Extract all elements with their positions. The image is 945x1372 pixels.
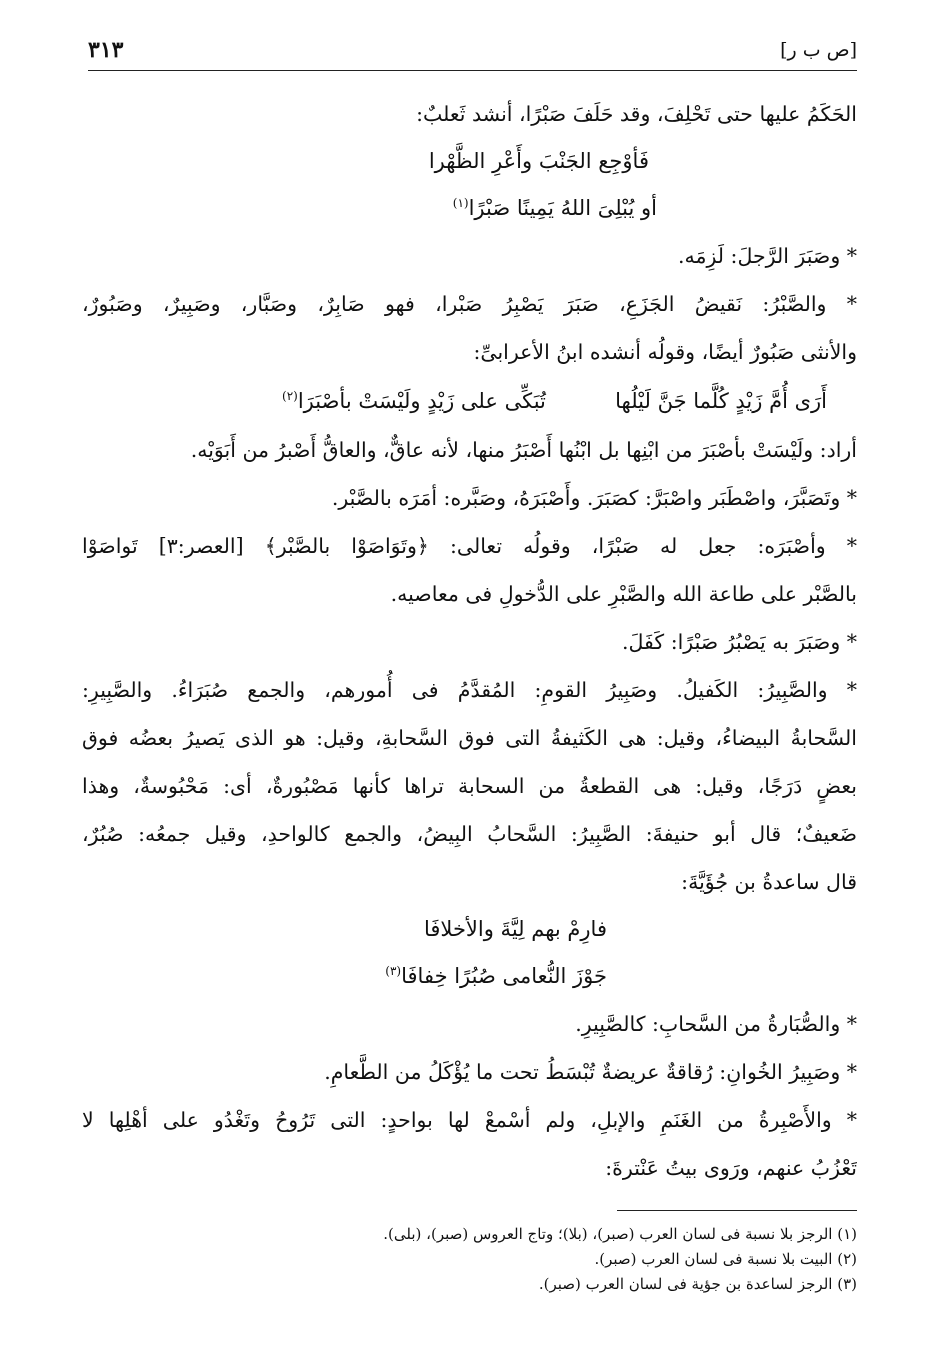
text-line: * والصَّبْرُ: نَقيضُ الجَزَعِ، صَبَرَ يَصْبِرُ صَبْرا، فهو صَابِرٌ، وصَبَّار، وصَبِيرٌ، وصَبُورٌ، (82, 292, 857, 316)
verse-line (82, 185, 857, 232)
footnote: (٣) الرجز لساعدة بن جؤية فى لسان العرب (صبر). (538, 1275, 857, 1293)
verse-line: فَأوْجِع الجَنْبَ وأَعْرِ الظَّهْرا (428, 149, 649, 173)
text-line: ضَعيفٌ؛ قال أبو حنيفةَ: الصَّبِيرُ: السَّحابُ البِيضُ، والجمع كالواحدِ، وقيل جمعُه: صُبُرٌ، (82, 822, 857, 846)
text-line: الحَكَمُ عليها حتى تَحْلِفَ، وقد حَلَفَ صَبْرًا، أنشد ثَعلبٌ: (416, 102, 857, 126)
verse-line: فارِمْ بهم لِيَّةَ والأخلافَا (423, 917, 607, 941)
text-line: * وصَبَرَ الرَّجلَ: لَزِمَه. (677, 244, 857, 268)
footnote: (٢) البيت بلا نسبة فى لسان العرب (صبر). (594, 1250, 857, 1268)
text-line: والأنثى صَبُورٌ أيضًا، وقولُه أنشده ابنُ الأعرابىِّ: (473, 340, 857, 364)
text-line: * وتَصَبَّرَ، واصْطَبَر واصْبَرَّ: كصَبَرَ. وأَصْبَرَهُ، وصَبَّره: أمَرَه بالصَّبْر. (331, 486, 857, 510)
main-text (82, 90, 857, 1192)
verse-text: جَوْزَ النُّعامى صُبُرًا خِفافَا (401, 964, 607, 988)
text-line: * وأصْبَرَه: جعل له صَبْرًا، وقولُه تعالى: ﴿وتَوَاصَوْا بالصَّبْر﴾ [العصر:٣] تَواصَوْا (82, 534, 857, 558)
text-line: * والأَصْبِرةُ من الغَنَمِ والإبلِ، ولم أسْمعْ لها بواحدٍ: التى تَرُوحُ وتَغْدُو على أهْلِها لا (82, 1108, 857, 1132)
verse-hemistich-right: أَرَى أُمَّ زَيْدٍ كُلَّما جَنَّ لَيْلُها (615, 389, 827, 413)
page-number: ٣١٣ (88, 37, 124, 63)
text-line: * وصَبَرَ به يَصْبُرُ صَبْرًا: كَفَلَ. (622, 630, 857, 654)
footnote: (١) الرجز بلا نسبة فى لسان العرب (صبر)، (بلا)؛ وتاج العروس (صبر)، (بلى). (383, 1225, 857, 1243)
text-line: * وصَبِيرُ الخُوانِ: رُقاقةٌ عريضةٌ تُبْسَطُ تحت ما يُؤْكَلُ من الطَّعامِ. (324, 1060, 857, 1084)
text-line: قال ساعدةُ بن جُؤَيَّةَ: (681, 870, 857, 894)
verse-hemistich-left (282, 376, 546, 426)
verse-text: تُبَكِّى على زَيْدٍ ولَيْسَتْ بأصْبَرَا (297, 389, 546, 413)
text-line: بالصَّبْر على طاعة الله والصَّبْرِ على الدُّخولِ فى معاصيه. (390, 582, 857, 606)
footnote-ref: (٣) (385, 964, 402, 978)
page-header (88, 30, 857, 71)
footnote-divider (617, 1210, 857, 1211)
verse-line (82, 953, 857, 1000)
text-line: السَّحابةُ البيضاءُ، وقيل: هى الكَثيفةُ التى فوق السَّحابةِ، وقيل: هو الذى يَصيرُ بعضُه فوق (82, 726, 857, 750)
root-marker: [ص ب ر] (780, 39, 857, 61)
footnote-ref: (١) (452, 196, 469, 210)
footnote-ref: (٢) (282, 389, 298, 403)
text-line: بعضٍ دَرَجًا، وقيل: هى القطعةُ من السحابة تراها كأنها مَصْبُورةٌ، أى: مَحْبُوسةٌ، وهذا (82, 774, 857, 798)
text-line: تَعْزُبُ عنهم، ورَوى بيتُ عَنْترةَ: (605, 1156, 857, 1180)
footnotes (88, 1222, 857, 1297)
verse-text: أو يُبْلِىَ اللهُ يَمِينًا صَبْرًا (468, 196, 657, 220)
text-line: * والصُّبَارةُ من السَّحابِ: كالصَّبِيرِ. (575, 1012, 857, 1036)
text-line: * والصَّبِيرُ: الكَفيلُ. وصَبِيرُ القومِ: المُقدَّمُ فى أُمورهم، والجمع صُبَرَاءُ. والصَّبِيرِ: (82, 678, 857, 702)
text-line: أراد: ولَيْسَتْ بأصْبَرَ من ابْنِها بل ابْنُها أَصْبَرُ منها، لأنه عاقٌّ، والعاقُّ أَصْبرُ من أَبَوَيْه. (190, 438, 857, 462)
verse-couplet (82, 376, 857, 426)
